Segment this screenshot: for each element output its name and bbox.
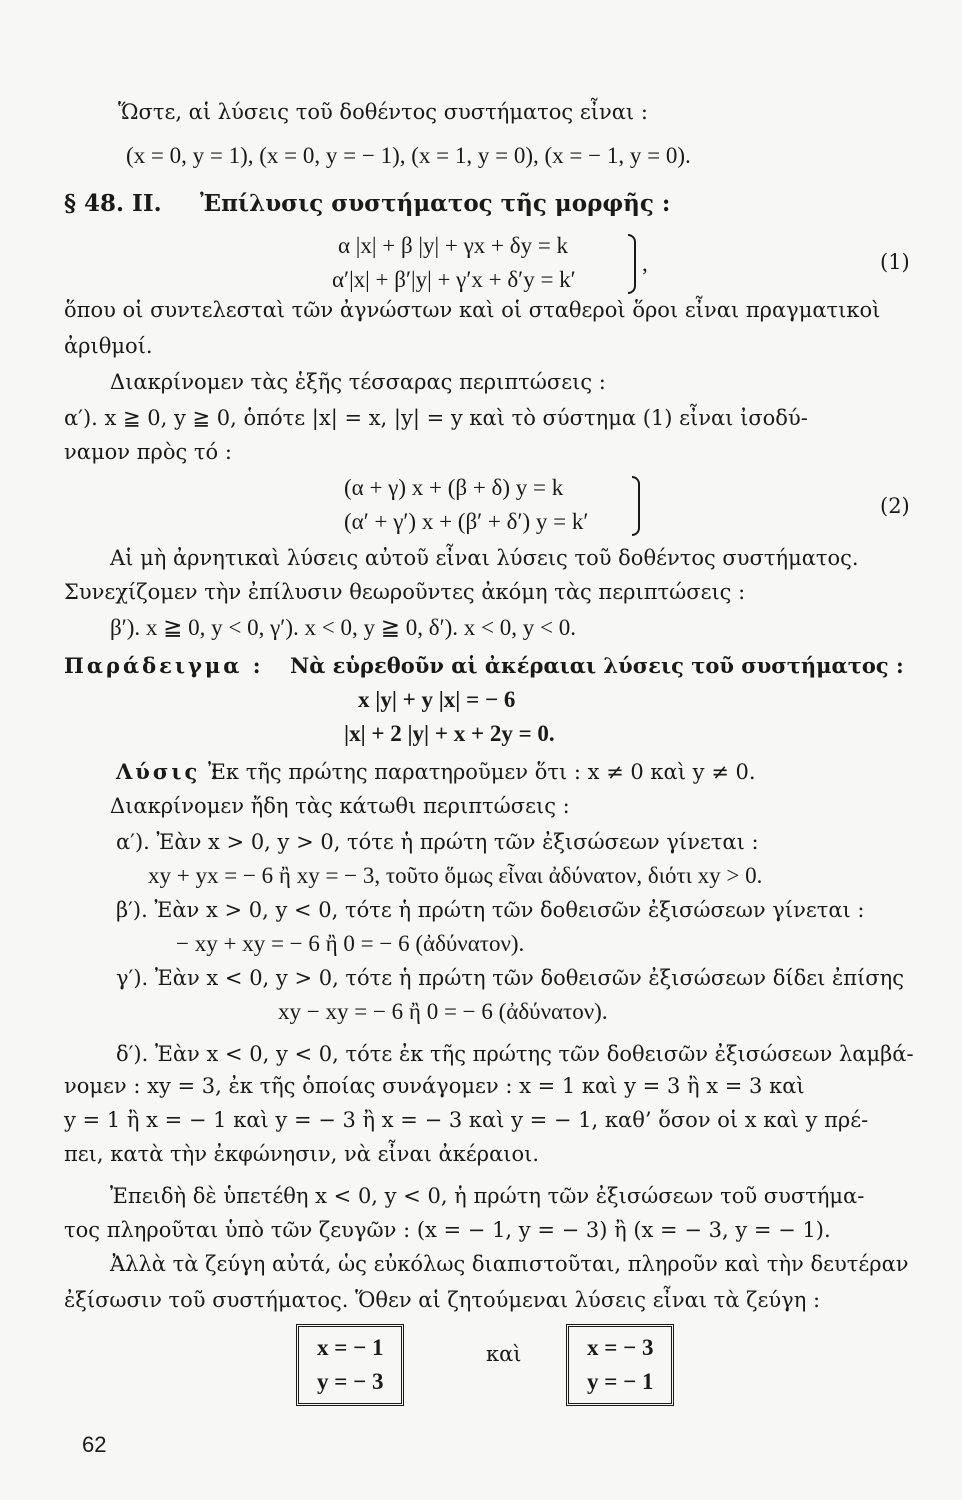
text-line: πει, κατὰ τὴν ἐκφώνησιν, νὰ εἶναι ἀκέραιοι. bbox=[64, 1142, 540, 1166]
remaining-cases: β′). x ≧ 0, y < 0, γ′). x < 0, y ≧ 0, δ′). x < 0, y < 0. bbox=[110, 615, 576, 640]
case-c-eq: xy − xy = − 6 ἢ 0 = − 6 (ἀδύνατον). bbox=[278, 999, 608, 1024]
system1-eq1: α |x| + β |y| + γx + δy = k bbox=[338, 233, 569, 258]
example-text: Νὰ εὑρεθοῦν αἱ ἀκέραιαι λύσεις τοῦ συστήματος : bbox=[290, 653, 904, 678]
text-line: ἐξίσωσιν τοῦ συστήματος. Ὅθεν αἱ ζητούμεναι λύσεις εἶναι τὰ ζεύγη : bbox=[64, 1288, 821, 1312]
text-line: ναμον πρὸς τό : bbox=[64, 440, 232, 464]
system2-eq2: (α′ + γ′) x + (β′ + δ′) y = k′ bbox=[344, 509, 589, 534]
answer-box-2-x: x = − 3 bbox=[587, 1335, 654, 1360]
case-b-eq: − xy + xy = − 6 ἢ 0 = − 6 (ἀδύνατον). bbox=[176, 931, 525, 956]
solutions-line: (x = 0, y = 1), (x = 0, y = − 1), (x = 1, y = 0), (x = − 1, y = 0). bbox=[126, 143, 691, 168]
text-line: Ὥστε, αἱ λύσεις τοῦ δοθέντος συστήματος εἶναι : bbox=[118, 100, 648, 124]
section-title: Ἐπίλυσις συστήματος τῆς μορφῆς : bbox=[200, 190, 671, 217]
solution-label: Λύσις : bbox=[116, 759, 222, 784]
text-line: Διακρίνομεν ἤδη τὰς κάτωθι περιπτώσεις : bbox=[110, 794, 570, 818]
case-b: β′). Ἐὰν x > 0, y < 0, τότε ἡ πρώτη τῶν δοθεισῶν ἐξισώσεων γίνεται : bbox=[116, 898, 865, 922]
equation-label-1: (1) bbox=[880, 250, 910, 274]
text-line: νομεν : xy = 3, ἐκ τῆς ὁποίας συνάγομεν : x = 1 καὶ y = 3 ἢ x = 3 καὶ bbox=[64, 1074, 805, 1098]
example-label: Παράδειγμα : bbox=[64, 653, 264, 678]
case-c: γ′). Ἐὰν x < 0, y > 0, τότε ἡ πρώτη τῶν δοθεισῶν ἐξισώσεων δίδει ἐπίσης bbox=[116, 966, 904, 990]
answer-box-2 bbox=[566, 1324, 674, 1406]
answer-and: καὶ bbox=[486, 1342, 522, 1366]
system2-brace bbox=[632, 476, 640, 536]
answer-box-2-y: y = − 1 bbox=[587, 1369, 654, 1394]
answer-box-1-y: y = − 3 bbox=[317, 1369, 384, 1394]
text-line: Διακρίνομεν τὰς ἑξῆς τέσσαρας περιπτώσεις : bbox=[110, 370, 606, 394]
text-line: τος πληροῦται ὑπὸ τῶν ζευγῶν : (x = − 1, y = − 3) ἢ (x = − 3, y = − 1). bbox=[64, 1218, 831, 1242]
case-d: δ′). Ἐὰν x < 0, y < 0, τότε ἐκ τῆς πρώτης τῶν δοθεισῶν ἐξισώσεων λαμβά- bbox=[116, 1042, 914, 1066]
example-eq2: |x| + 2 |y| + x + 2y = 0. bbox=[344, 721, 555, 746]
text-line: y = 1 ἢ x = − 1 καὶ y = − 3 ἢ x = − 3 καὶ y = − 1, καθ’ ὅσον οἱ x καὶ y πρέ- bbox=[64, 1108, 869, 1132]
section-number: § 48. ΙΙ. bbox=[64, 190, 162, 217]
text-line: ὅπου οἱ συντελεσταὶ τῶν ἀγνώστων καὶ οἱ σταθεροὶ ὅροι εἶναι πραγματικοὶ bbox=[64, 298, 881, 322]
system1-eq2: α′|x| + β′|y| + γ′x + δ′y = k′ bbox=[332, 267, 576, 292]
system1-brace bbox=[628, 234, 636, 294]
text-line: Ἐπειδὴ δὲ ὑπετέθη x < 0, y < 0, ἡ πρώτη τῶν ἐξισώσεων τοῦ συστήμα- bbox=[110, 1184, 865, 1208]
case-a: α′). Ἐὰν x > 0, y > 0, τότε ἡ πρώτη τῶν ἐξισώσεων γίνεται : bbox=[116, 830, 759, 854]
case-alpha: α′). x ≧ 0, y ≧ 0, ὁπότε |x| = x, |y| = y καὶ τὸ σύστημα (1) εἶναι ἰσοδύ- bbox=[64, 406, 808, 430]
text-line: ἀριθμοί. bbox=[64, 334, 153, 358]
case-a-eq: xy + yx = − 6 ἢ xy = − 3, τοῦτο ὅμως εἶναι ἀδύνατον, διότι xy > 0. bbox=[148, 863, 763, 888]
page-number: 62 bbox=[82, 1432, 107, 1457]
system1-comma: , bbox=[642, 251, 648, 276]
text-line: Συνεχίζομεν τὴν ἐπίλυσιν θεωροῦντες ἀκόμη τὰς περιπτώσεις : bbox=[64, 580, 746, 604]
solution-text: Ἐκ τῆς πρώτης παρατηροῦμεν ὅτι : x ≠ 0 καὶ y ≠ 0. bbox=[208, 760, 756, 784]
system2-eq1: (α + γ) x + (β + δ) y = k bbox=[344, 475, 564, 500]
answer-box-1 bbox=[296, 1324, 404, 1406]
example-eq1: x |y| + y |x| = − 6 bbox=[358, 687, 516, 712]
equation-label-2: (2) bbox=[880, 494, 910, 518]
text-line: Αἱ μὴ ἀρνητικαὶ λύσεις αὐτοῦ εἶναι λύσεις τοῦ δοθέντος συστήματος. bbox=[110, 546, 859, 570]
text-line: Ἀλλὰ τὰ ζεύγη αὐτά, ὡς εὐκόλως διαπιστοῦται, πληροῦν καὶ τὴν δευτέραν bbox=[110, 1252, 909, 1276]
answer-box-1-x: x = − 1 bbox=[317, 1335, 384, 1360]
